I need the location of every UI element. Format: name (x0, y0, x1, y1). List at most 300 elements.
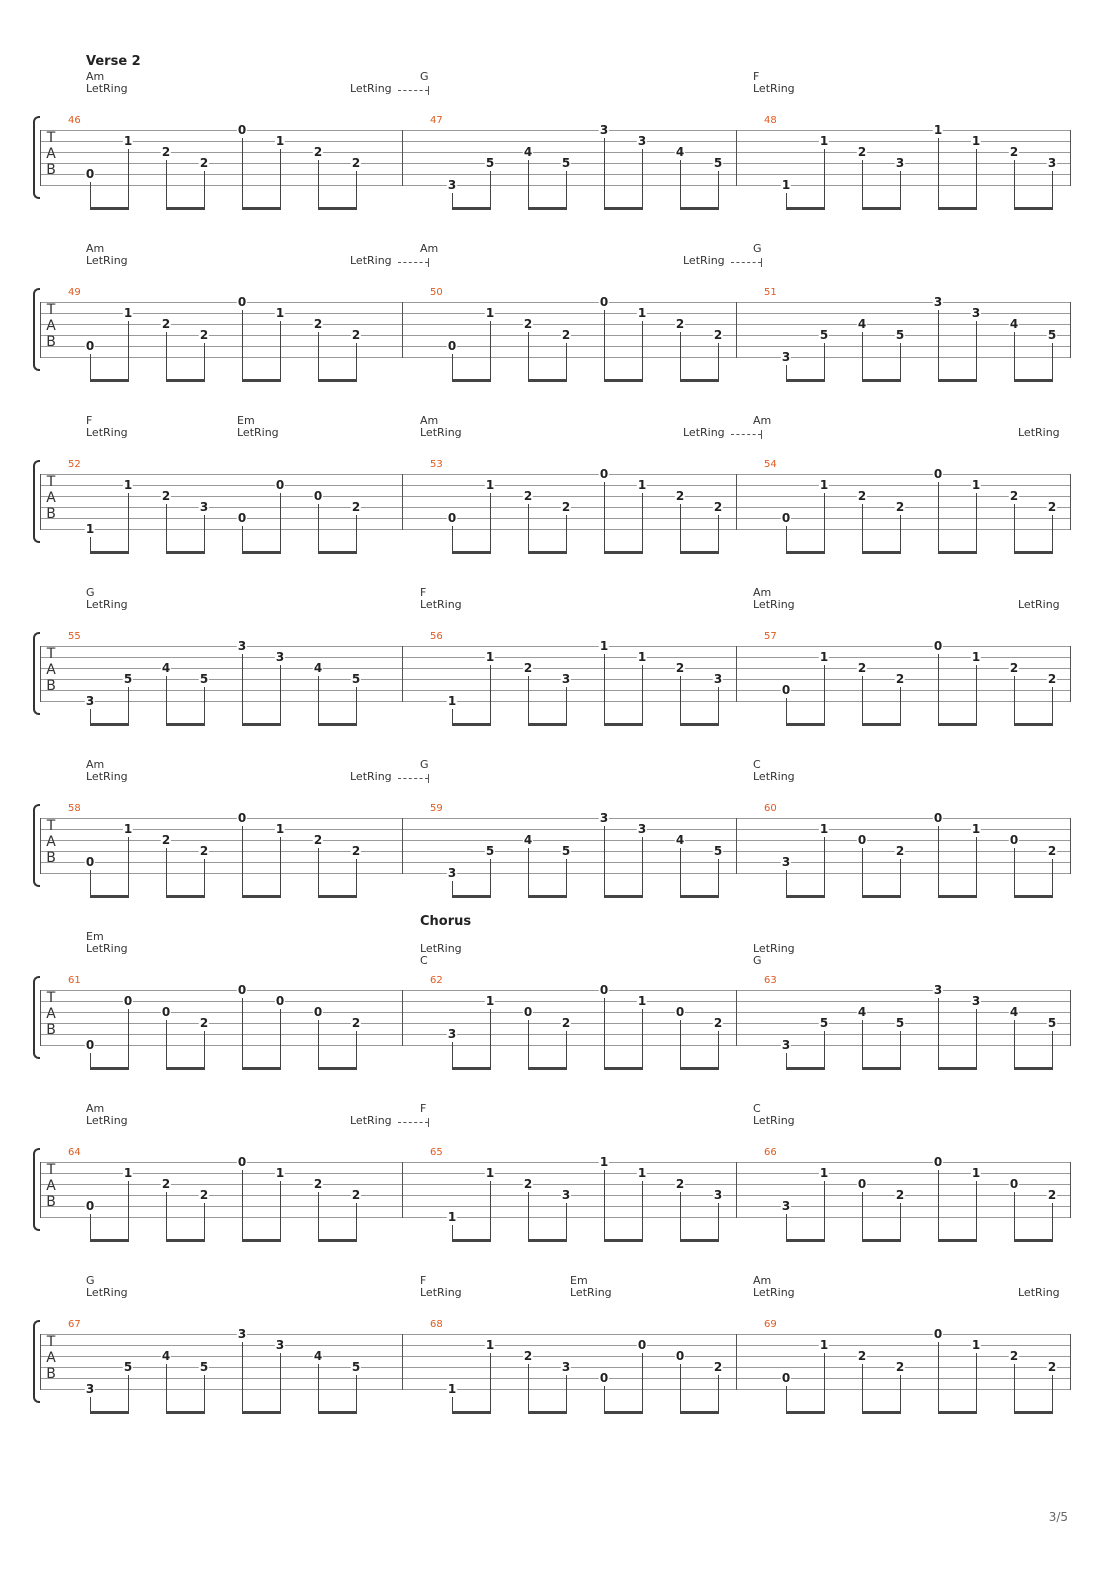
note-stem (318, 504, 319, 553)
chord-name: Am (753, 1274, 772, 1287)
fret-number: 1 (275, 1166, 285, 1180)
bar-line (40, 818, 41, 874)
note-stem (718, 171, 719, 209)
note-stem (718, 343, 719, 381)
fret-number: 3 (561, 1360, 571, 1374)
note-stem (938, 482, 939, 553)
note-stem (528, 332, 529, 381)
note-stem (166, 1192, 167, 1241)
note-stem (1052, 171, 1053, 209)
note-stem (528, 676, 529, 725)
note-beam (786, 551, 825, 554)
bar-line (1070, 818, 1071, 874)
bar-line (402, 990, 403, 1046)
section-title: Chorus (420, 914, 472, 929)
let-ring-label: LetRing (683, 426, 725, 439)
note-stem (356, 343, 357, 381)
note-beam (938, 1411, 977, 1414)
note-beam (166, 1239, 205, 1242)
fret-number: 2 (351, 156, 361, 170)
note-beam (938, 379, 977, 382)
fret-number: 2 (895, 500, 905, 514)
fret-number: 2 (675, 317, 685, 331)
fret-number: 2 (895, 1360, 905, 1374)
note-stem (356, 1031, 357, 1069)
fret-number: 0 (933, 1327, 943, 1341)
fret-number: 2 (523, 317, 533, 331)
note-stem (204, 343, 205, 381)
fret-number: 4 (675, 833, 685, 847)
note-stem (1052, 1031, 1053, 1069)
note-beam (166, 1411, 205, 1414)
note-beam (90, 1411, 129, 1414)
let-ring-label: LetRing (237, 426, 279, 439)
note-stem (528, 160, 529, 209)
bar-line (40, 1334, 41, 1390)
chord-name: G (420, 758, 429, 771)
staff-line (40, 873, 1070, 874)
note-stem (642, 837, 643, 897)
fret-number: 0 (857, 833, 867, 847)
measure-number: 61 (68, 975, 81, 986)
note-beam (862, 551, 901, 554)
measure-number: 66 (764, 1147, 777, 1158)
measure-number: 55 (68, 631, 81, 642)
note-stem (128, 149, 129, 209)
tab-clef-letter: A (46, 1178, 56, 1194)
note-stem (786, 1214, 787, 1241)
bar-line (40, 130, 41, 186)
fret-number: 1 (485, 1338, 495, 1352)
note-stem (900, 1375, 901, 1413)
fret-number: 3 (85, 1382, 95, 1396)
note-stem (1014, 160, 1015, 209)
note-stem (976, 837, 977, 897)
fret-number: 0 (857, 1177, 867, 1191)
bar-line (402, 646, 403, 702)
note-stem (280, 1181, 281, 1241)
note-stem (490, 1181, 491, 1241)
staff-line (40, 1173, 1070, 1174)
note-stem (1014, 676, 1015, 725)
note-beam (786, 1067, 825, 1070)
note-stem (128, 687, 129, 725)
fret-number: 2 (857, 145, 867, 159)
note-stem (528, 1364, 529, 1413)
bar-line (1070, 1334, 1071, 1390)
staff-line (40, 1184, 1070, 1185)
staff-line (40, 357, 1070, 358)
staff-line (40, 1206, 1070, 1207)
note-beam (862, 1067, 901, 1070)
note-stem (680, 1364, 681, 1413)
note-beam (604, 895, 643, 898)
note-stem (976, 1009, 977, 1069)
fret-number: 0 (599, 1371, 609, 1385)
let-ring-label: LetRing (86, 770, 128, 783)
tab-clef-letter: B (46, 1366, 56, 1382)
fret-number: 0 (237, 811, 247, 825)
fret-number: 4 (857, 317, 867, 331)
fret-number: 0 (123, 994, 133, 1008)
note-stem (356, 1203, 357, 1241)
note-beam (604, 379, 643, 382)
fret-number: 5 (561, 156, 571, 170)
chord-name: F (753, 70, 760, 83)
fret-number: 3 (447, 178, 457, 192)
note-stem (680, 160, 681, 209)
note-beam (318, 207, 357, 210)
note-stem (566, 171, 567, 209)
bar-line (736, 1162, 737, 1218)
fret-number: 0 (313, 1005, 323, 1019)
staff-line (40, 335, 1070, 336)
note-beam (318, 1411, 357, 1414)
fret-number: 0 (675, 1005, 685, 1019)
fret-number: 2 (713, 1016, 723, 1030)
staff-bracket (33, 288, 40, 371)
note-stem (604, 826, 605, 897)
note-stem (786, 1386, 787, 1413)
fret-number: 2 (713, 1360, 723, 1374)
measure-number: 46 (68, 115, 81, 126)
fret-number: 0 (85, 167, 95, 181)
staff-line (40, 1034, 1070, 1035)
staff-line (40, 485, 1070, 486)
staff-line (40, 1334, 1070, 1335)
fret-number: 2 (199, 1188, 209, 1202)
tab-clef-letter: A (46, 1350, 56, 1366)
tab-clef-letter: T (46, 302, 56, 318)
note-stem (1014, 1020, 1015, 1069)
fret-number: 2 (313, 833, 323, 847)
note-stem (166, 676, 167, 725)
tab-clef-letter: T (46, 474, 56, 490)
chord-name: F (420, 1102, 427, 1115)
fret-number: 3 (713, 1188, 723, 1202)
note-beam (938, 1067, 977, 1070)
staff-line (40, 1378, 1070, 1379)
fret-number: 5 (1047, 328, 1057, 342)
let-ring-dash (398, 86, 429, 95)
bar-line (402, 818, 403, 874)
fret-number: 3 (237, 1327, 247, 1341)
fret-number: 0 (447, 339, 457, 353)
fret-number: 2 (857, 661, 867, 675)
note-stem (280, 493, 281, 553)
staff-bracket (33, 976, 40, 1059)
note-stem (166, 848, 167, 897)
note-stem (642, 1353, 643, 1413)
chord-name: Em (86, 930, 104, 943)
fret-number: 5 (123, 1360, 133, 1374)
fret-number: 2 (351, 500, 361, 514)
tab-clef-letter: A (46, 834, 56, 850)
note-beam (1014, 723, 1053, 726)
tab-system (0, 54, 1110, 232)
let-ring-label: LetRing (86, 426, 128, 439)
chord-name: G (753, 242, 762, 255)
note-stem (718, 515, 719, 553)
note-beam (242, 723, 281, 726)
chord-name: C (753, 1102, 761, 1115)
note-beam (166, 1067, 205, 1070)
note-stem (1014, 1192, 1015, 1241)
fret-number: 2 (857, 1349, 867, 1363)
fret-number: 3 (237, 639, 247, 653)
let-ring-label: LetRing (753, 942, 795, 955)
fret-number: 2 (161, 1177, 171, 1191)
note-stem (900, 343, 901, 381)
note-stem (786, 526, 787, 553)
staff-bracket (33, 1320, 40, 1403)
note-beam (452, 551, 491, 554)
note-beam (786, 723, 825, 726)
note-stem (862, 1364, 863, 1413)
let-ring-label: LetRing (1018, 1286, 1060, 1299)
note-beam (680, 895, 719, 898)
note-stem (824, 837, 825, 897)
note-beam (242, 1411, 281, 1414)
chord-name: G (420, 70, 429, 83)
fret-number: 2 (675, 1177, 685, 1191)
staff-line (40, 679, 1070, 680)
note-beam (786, 207, 825, 210)
note-beam (528, 1411, 567, 1414)
note-stem (1014, 504, 1015, 553)
note-stem (900, 687, 901, 725)
fret-number: 1 (971, 1338, 981, 1352)
tab-clef-letter: A (46, 146, 56, 162)
fret-number: 3 (599, 811, 609, 825)
staff-line (40, 174, 1070, 175)
tab-clef-letter: T (46, 1162, 56, 1178)
staff-line (40, 152, 1070, 153)
let-ring-label: LetRing (420, 942, 462, 955)
note-stem (490, 1353, 491, 1413)
note-beam (166, 551, 205, 554)
fret-number: 3 (85, 694, 95, 708)
fret-number: 0 (85, 1038, 95, 1052)
fret-number: 5 (351, 672, 361, 686)
note-beam (242, 895, 281, 898)
fret-number: 4 (1009, 1005, 1019, 1019)
note-beam (452, 895, 491, 898)
let-ring-dash (731, 430, 762, 439)
note-beam (604, 551, 643, 554)
note-stem (90, 870, 91, 897)
fret-number: 2 (161, 317, 171, 331)
note-stem (862, 160, 863, 209)
note-stem (318, 1020, 319, 1069)
note-stem (528, 848, 529, 897)
fret-number: 2 (1009, 145, 1019, 159)
note-stem (604, 482, 605, 553)
note-stem (490, 665, 491, 725)
fret-number: 2 (351, 328, 361, 342)
fret-number: 2 (351, 1016, 361, 1030)
note-stem (862, 332, 863, 381)
note-beam (528, 551, 567, 554)
fret-number: 1 (85, 522, 95, 536)
bar-line (40, 474, 41, 530)
note-stem (128, 837, 129, 897)
let-ring-label: LetRing (86, 942, 128, 955)
bar-line (40, 302, 41, 358)
fret-number: 1 (637, 994, 647, 1008)
chord-name: Em (237, 414, 255, 427)
bar-line (1070, 130, 1071, 186)
fret-number: 4 (161, 1349, 171, 1363)
fret-number: 4 (313, 661, 323, 675)
tab-clef-letter: B (46, 334, 56, 350)
note-stem (166, 1020, 167, 1069)
chord-name: Am (753, 586, 772, 599)
note-stem (900, 1031, 901, 1069)
staff-line (40, 163, 1070, 164)
note-beam (528, 723, 567, 726)
bar-line (1070, 1162, 1071, 1218)
fret-number: 2 (161, 145, 171, 159)
note-stem (490, 493, 491, 553)
note-beam (90, 379, 129, 382)
fret-number: 1 (781, 178, 791, 192)
measure-number: 68 (430, 1319, 443, 1330)
fret-number: 5 (819, 328, 829, 342)
tab-clef-letter: B (46, 850, 56, 866)
note-beam (90, 895, 129, 898)
fret-number: 1 (819, 478, 829, 492)
note-stem (862, 1192, 863, 1241)
fret-number: 0 (781, 683, 791, 697)
fret-number: 3 (447, 866, 457, 880)
note-stem (1052, 859, 1053, 897)
note-stem (166, 160, 167, 209)
fret-number: 0 (781, 1371, 791, 1385)
tab-clef-letter: B (46, 678, 56, 694)
note-beam (452, 1239, 491, 1242)
let-ring-label: LetRing (350, 254, 392, 267)
note-stem (128, 1009, 129, 1069)
note-stem (128, 1375, 129, 1413)
chord-name: G (753, 954, 762, 967)
fret-number: 0 (675, 1349, 685, 1363)
measure-number: 52 (68, 459, 81, 470)
bar-line (736, 474, 737, 530)
note-stem (490, 171, 491, 209)
note-stem (280, 837, 281, 897)
chord-name: Am (86, 70, 105, 83)
tab-system (0, 914, 1110, 1092)
tab-system (0, 232, 1110, 404)
staff-bracket (33, 460, 40, 543)
staff-line (40, 474, 1070, 475)
note-beam (680, 723, 719, 726)
fret-number: 4 (675, 145, 685, 159)
note-beam (242, 207, 281, 210)
note-beam (938, 551, 977, 554)
bar-line (40, 646, 41, 702)
fret-number: 1 (819, 1166, 829, 1180)
fret-number: 2 (199, 328, 209, 342)
note-beam (90, 1239, 129, 1242)
note-stem (718, 687, 719, 725)
note-beam (242, 551, 281, 554)
tab-clef-letter: A (46, 662, 56, 678)
note-stem (1052, 1375, 1053, 1413)
tab-clef-letter: B (46, 506, 56, 522)
fret-number: 1 (971, 822, 981, 836)
fret-number: 2 (161, 833, 171, 847)
note-beam (452, 379, 491, 382)
fret-number: 2 (561, 1016, 571, 1030)
note-stem (824, 343, 825, 381)
bar-line (736, 130, 737, 186)
fret-number: 3 (599, 123, 609, 137)
note-stem (242, 1170, 243, 1241)
fret-number: 3 (781, 350, 791, 364)
tab-clef-letter: T (46, 130, 56, 146)
note-stem (242, 1342, 243, 1413)
measure-number: 63 (764, 975, 777, 986)
chord-name: Am (420, 242, 439, 255)
note-stem (242, 138, 243, 209)
note-stem (356, 859, 357, 897)
note-stem (938, 826, 939, 897)
note-stem (976, 321, 977, 381)
note-stem (976, 149, 977, 209)
note-stem (642, 665, 643, 725)
note-beam (680, 551, 719, 554)
note-stem (204, 171, 205, 209)
note-stem (356, 515, 357, 553)
fret-number: 0 (637, 1338, 647, 1352)
measure-number: 62 (430, 975, 443, 986)
note-stem (604, 1386, 605, 1413)
fret-number: 3 (637, 822, 647, 836)
fret-number: 5 (351, 1360, 361, 1374)
let-ring-dash (398, 258, 429, 267)
note-beam (786, 895, 825, 898)
note-beam (318, 895, 357, 898)
note-stem (528, 504, 529, 553)
note-beam (786, 379, 825, 382)
note-beam (604, 1411, 643, 1414)
fret-number: 1 (637, 478, 647, 492)
fret-number: 1 (485, 478, 495, 492)
note-stem (242, 654, 243, 725)
bar-line (736, 818, 737, 874)
fret-number: 2 (313, 145, 323, 159)
note-stem (242, 998, 243, 1069)
note-stem (938, 1342, 939, 1413)
fret-number: 1 (275, 134, 285, 148)
fret-number: 0 (161, 1005, 171, 1019)
note-stem (862, 1020, 863, 1069)
fret-number: 2 (523, 661, 533, 675)
chord-name: Am (420, 414, 439, 427)
staff-line (40, 130, 1070, 131)
note-beam (242, 379, 281, 382)
fret-number: 1 (447, 1382, 457, 1396)
note-stem (718, 1375, 719, 1413)
fret-number: 2 (675, 489, 685, 503)
tab-clef-letter: B (46, 1022, 56, 1038)
bar-line (736, 302, 737, 358)
fret-number: 1 (971, 134, 981, 148)
note-stem (718, 859, 719, 897)
fret-number: 1 (819, 822, 829, 836)
